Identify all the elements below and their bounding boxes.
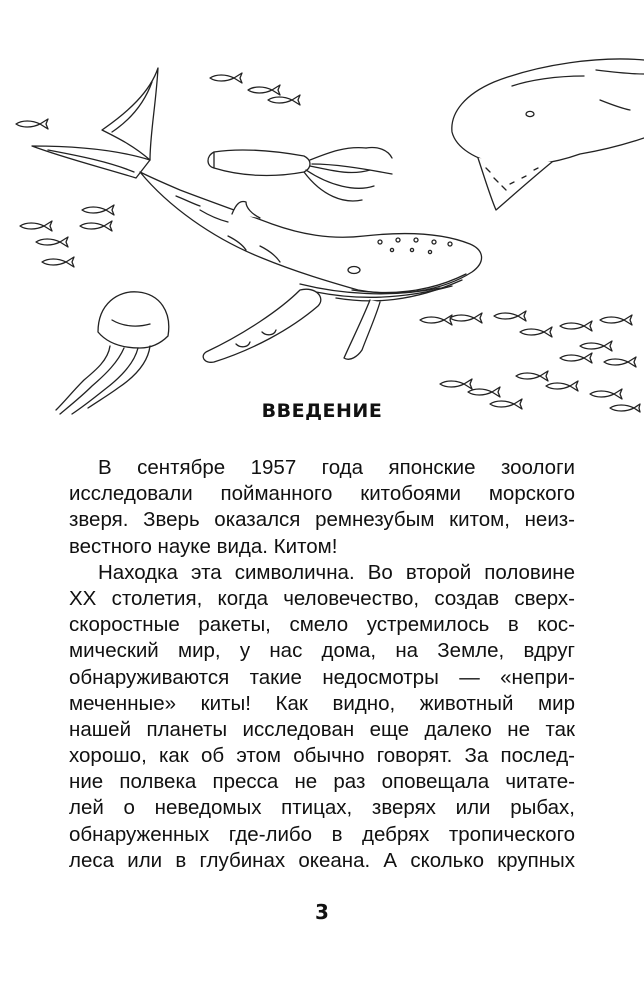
- text-line: хорошо, как об этом обычно говорят. За послед-: [69, 744, 575, 768]
- squid-drawing: [208, 147, 392, 200]
- page-number: 3: [315, 900, 329, 924]
- text-line: обнаруживаются такие недосмотры — «непри-: [69, 665, 575, 689]
- text-line: меченные» киты! Как видно, животный мир: [69, 691, 575, 715]
- text-line: обнаруженных где-либо в дебрях тропического: [69, 822, 575, 846]
- body-text: [69, 455, 575, 874]
- text-line: исследовали пойманного китобоями морского: [69, 482, 575, 506]
- text-line: ние полвека пресса не раз оповещала читате-: [69, 770, 575, 794]
- text-line: В сентябре 1957 года японские зоологи: [98, 456, 575, 479]
- sperm-whale-drawing: [452, 59, 644, 210]
- text-line: зверя. Зверь оказался ремнезубым китом, неиз-: [69, 508, 575, 532]
- text-line: скоростные ракеты, смело устремилось в кос-: [69, 613, 575, 637]
- chapter-heading: ВВЕДЕНИЕ: [261, 400, 383, 422]
- text-line: нашей планеты исследован еще далеко не так: [69, 717, 575, 741]
- text-line: XX столетия, когда человечество, создав сверх-: [69, 586, 575, 610]
- text-line: мический мир, у нас дома, на Земле, вдруг: [69, 639, 575, 663]
- text-line: лей о неведомых птицах, зверях или рыбах,: [69, 796, 575, 820]
- text-line: леса или в глубинах океана. А сколько крупных: [69, 848, 575, 872]
- text-line: Находка эта символична. Во второй половине: [98, 560, 575, 584]
- ocean-illustration: [0, 0, 644, 420]
- jellyfish-drawing: [56, 292, 169, 414]
- text-line: вестного науке вида. Китом!: [69, 534, 338, 558]
